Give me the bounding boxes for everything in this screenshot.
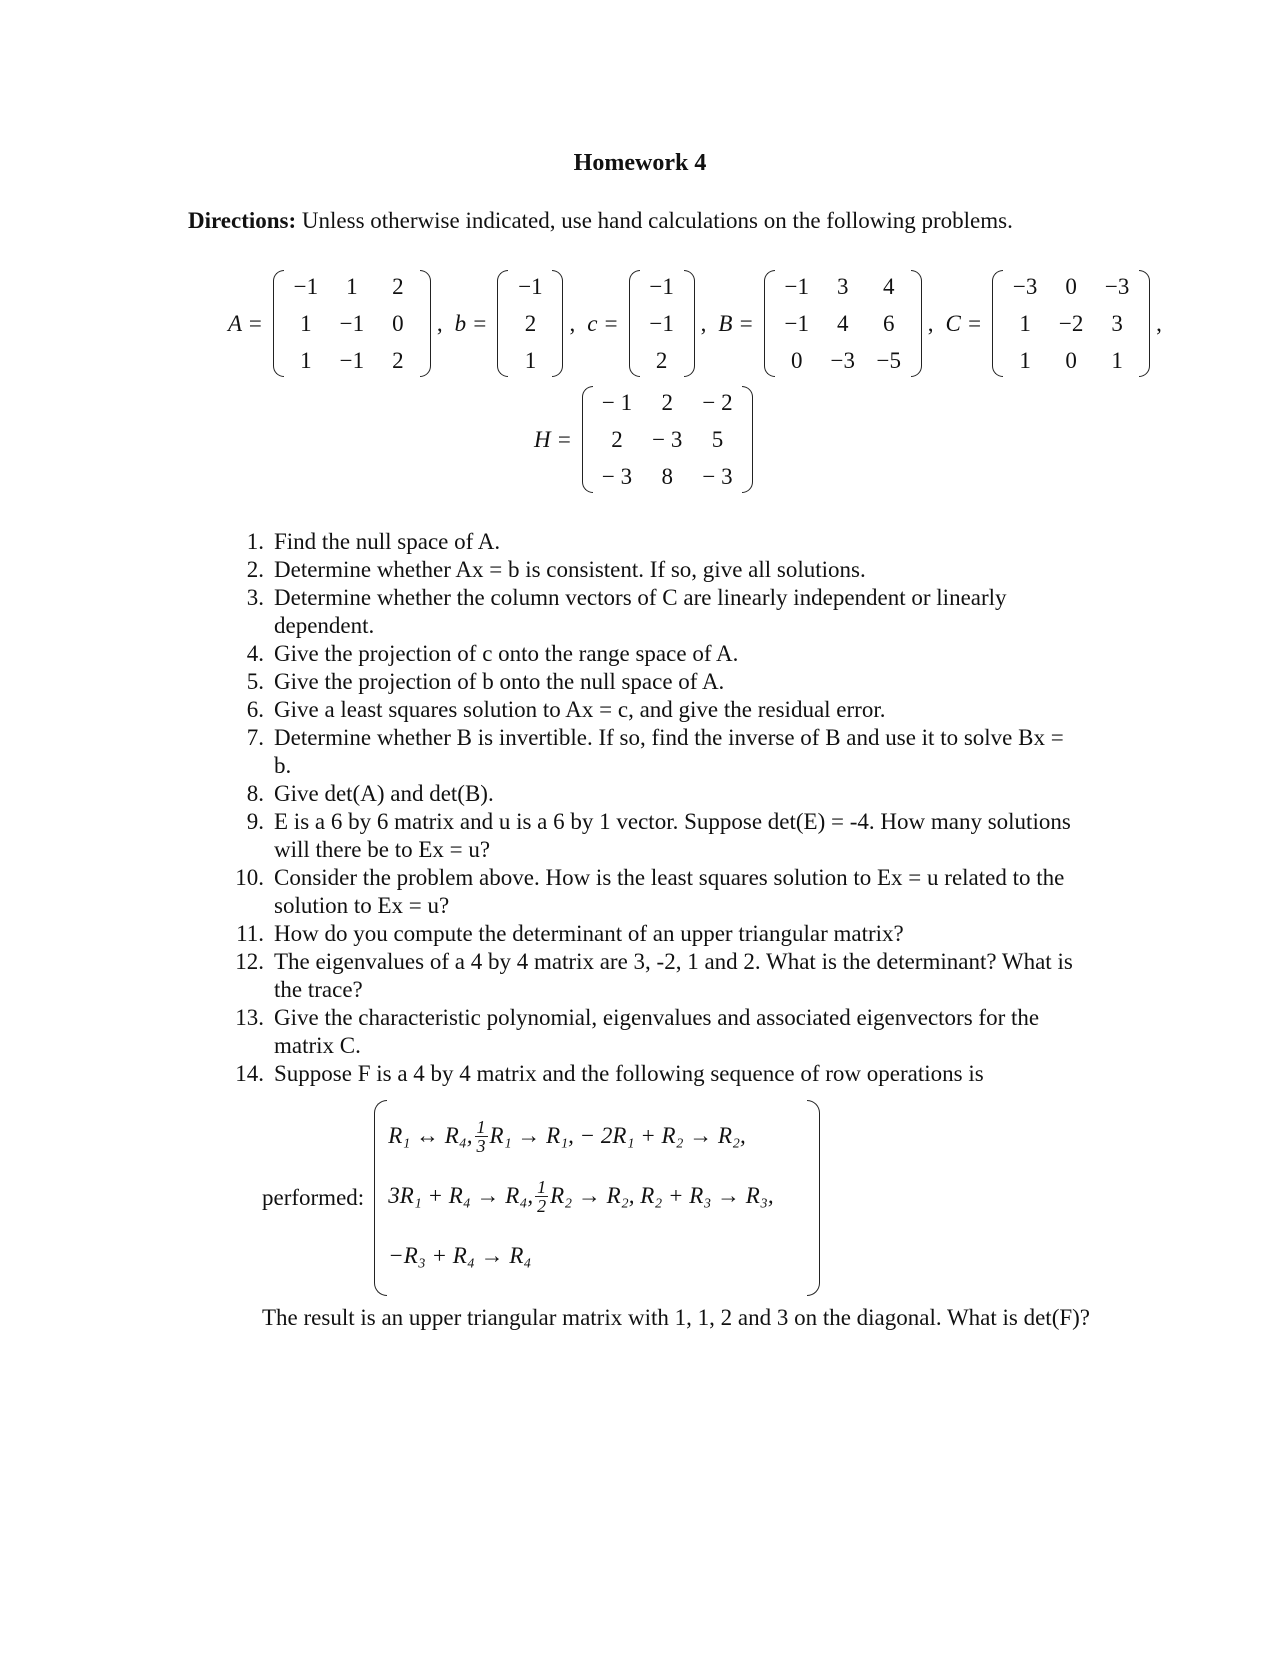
matrix-cell: 4 xyxy=(837,310,849,336)
matrix-cell: 0 xyxy=(1065,273,1077,299)
problem-text: How do you compute the determinant of an upper triangular matrix? xyxy=(274,921,904,946)
matrix-cell: − 1 xyxy=(601,389,633,415)
problem-text: Determine whether B is invertible. If so, find the inverse of B and use it to solve Bx = b. xyxy=(274,725,1064,778)
problem-text: E is a 6 by 6 matrix and u is a 6 by 1 vector. Suppose det(E) = -4. How many solutions will there be to Ex = u? xyxy=(274,809,1071,862)
comma: , xyxy=(700,310,707,336)
list-item xyxy=(224,724,1084,780)
matrix-B-label: B = xyxy=(718,310,754,336)
matrix-cell: 6 xyxy=(883,310,895,336)
matrix-cell: 1 xyxy=(524,347,537,373)
operation-text: R₂ → R₂, R₂ + R₃ → R₃, xyxy=(550,1183,774,1208)
fraction-numerator: 1 xyxy=(537,1176,547,1197)
matrix-cell: −1 xyxy=(293,273,319,299)
list-item xyxy=(224,640,1084,668)
matrix-cell: − 2 xyxy=(702,389,733,415)
row-operations-box xyxy=(374,1100,820,1296)
matrix-cell: 1 xyxy=(300,347,312,373)
performed-label: performed: xyxy=(262,1185,365,1210)
matrix-cell: 3 xyxy=(1111,310,1123,336)
directions xyxy=(188,208,1013,234)
vector-c xyxy=(629,268,695,379)
list-item xyxy=(224,668,1084,696)
matrix-cell: 0 xyxy=(1065,347,1077,373)
matrix-cell: 1 xyxy=(1019,347,1031,373)
list-item xyxy=(224,584,1084,640)
operation-line-2 xyxy=(388,1166,798,1226)
operation-text: R₁ → R₁, − 2R₁ + R₂ → R₂, xyxy=(489,1123,746,1148)
vector-b-label: b = xyxy=(454,310,488,336)
matrix-cell: −3 xyxy=(830,347,855,373)
problem-number: 14. xyxy=(235,1061,264,1086)
matrix-cell: 2 xyxy=(392,273,404,299)
matrix-cell: −1 xyxy=(649,273,674,299)
fraction-denominator: 3 xyxy=(476,1135,486,1156)
matrix-cell: 2 xyxy=(524,310,537,336)
vector-c-label: c = xyxy=(587,310,619,336)
list-item xyxy=(224,780,1084,808)
result-text: The result is an upper triangular matrix with 1, 1, 2 and 3 on the diagonal. What is det(F)? xyxy=(262,1305,1091,1330)
problem-number: 2. xyxy=(246,557,264,582)
list-item xyxy=(224,528,1084,556)
problem-text: The eigenvalues of a 4 by 4 matrix are 3, -2, 1 and 2. What is the determinant? What is the trace? xyxy=(274,949,1073,1002)
problem-text: Consider the problem above. How is the least squares solution to Ex = u related to the solution to Ex = u? xyxy=(274,865,1065,918)
problem-number: 12. xyxy=(235,949,264,974)
matrix-cell: − 3 xyxy=(601,463,633,489)
matrix-definitions xyxy=(228,268,1174,379)
operation-text: R₁ ↔ R₄, xyxy=(388,1123,473,1148)
problem-text: Suppose F is a 4 by 4 matrix and the following sequence of row operations is xyxy=(274,1061,984,1086)
matrix-cell: −1 xyxy=(784,273,809,299)
matrix-cell: 0 xyxy=(392,310,404,336)
problem-text: Give the characteristic polynomial, eigenvalues and associated eigenvectors for the matrix C. xyxy=(274,1005,1040,1058)
comma: , xyxy=(569,310,576,336)
problem-number: 11. xyxy=(236,921,264,946)
matrix-H-definition xyxy=(534,384,757,495)
problem-text: Determine whether the column vectors of C are linearly independent or linearly dependent. xyxy=(274,585,1007,638)
matrix-cell: −1 xyxy=(649,310,674,336)
list-item xyxy=(224,556,1084,584)
problem-number: 9. xyxy=(246,809,264,834)
fraction xyxy=(535,1178,548,1215)
comma: , xyxy=(927,310,934,336)
matrix-A-label: A = xyxy=(228,310,263,336)
matrix-cell: 4 xyxy=(883,273,895,299)
problem-number: 10. xyxy=(235,865,264,890)
matrix-cell: −1 xyxy=(518,273,543,299)
list-item xyxy=(224,1004,1084,1060)
list-item xyxy=(224,808,1084,864)
matrix-cell: −1 xyxy=(784,310,809,336)
problem-text: Give a least squares solution to Ax = c, and give the residual error. xyxy=(274,697,886,722)
directions-label: Directions: xyxy=(188,208,297,233)
problem-text: Give det(A) and det(B). xyxy=(274,781,494,806)
list-item xyxy=(224,864,1084,920)
matrix-cell: 2 xyxy=(661,389,673,415)
row-operations xyxy=(262,1100,820,1296)
directions-text: Unless otherwise indicated, use hand calculations on the following problems. xyxy=(301,208,1013,233)
matrix-C-label: C = xyxy=(945,310,983,336)
matrix-cell: −5 xyxy=(876,347,901,373)
problem-number: 6. xyxy=(246,697,264,722)
page-title: Homework 4 xyxy=(573,150,707,176)
matrix-H xyxy=(582,384,753,495)
comma: , xyxy=(436,310,443,336)
matrix-H-label: H = xyxy=(534,426,572,452)
matrix-cell: 2 xyxy=(655,347,668,373)
problem-text: Find the null space of A. xyxy=(274,529,501,554)
problem-number: 8. xyxy=(246,781,264,806)
fraction xyxy=(475,1118,488,1155)
matrix-cell: 0 xyxy=(791,347,803,373)
matrix-cell: 2 xyxy=(611,426,623,452)
problem-number: 3. xyxy=(246,585,264,610)
operation-line-3 xyxy=(388,1226,798,1286)
fraction-numerator: 1 xyxy=(476,1116,486,1137)
matrix-cell: 1 xyxy=(300,310,312,336)
matrix-cell: − 3 xyxy=(652,426,683,452)
matrix-cell: 2 xyxy=(392,347,404,373)
comma: , xyxy=(1156,310,1162,336)
matrix-cell: 3 xyxy=(837,273,849,299)
matrix-cell: −1 xyxy=(339,347,365,373)
operation-line-1 xyxy=(388,1106,798,1166)
matrix-cell: 1 xyxy=(1111,347,1123,373)
problem-text: Determine whether Ax = b is consistent. If so, give all solutions. xyxy=(274,557,866,582)
list-item xyxy=(224,948,1084,1004)
problem-list xyxy=(224,528,1084,1088)
matrix-cell: 1 xyxy=(346,273,358,299)
matrix-cell: 8 xyxy=(661,463,673,489)
matrix-cell: − 3 xyxy=(702,463,733,489)
matrix-cell: −1 xyxy=(339,310,365,336)
operation-text: −R₃ + R₄ → R₄ xyxy=(388,1243,532,1268)
list-item xyxy=(224,696,1084,724)
vector-b xyxy=(497,268,563,379)
problem-text: Give the projection of b onto the null space of A. xyxy=(274,669,725,694)
operation-text: 3R₁ + R₄ → R₄, xyxy=(388,1183,534,1208)
problem-number: 5. xyxy=(246,669,264,694)
matrix-C xyxy=(992,268,1150,379)
problem-number: 4. xyxy=(246,641,264,666)
matrix-cell: 5 xyxy=(711,426,724,452)
matrix-cell: −3 xyxy=(1104,273,1130,299)
problem-number: 7. xyxy=(246,725,264,750)
matrix-cell: −2 xyxy=(1058,310,1084,336)
matrix-B xyxy=(764,268,922,379)
problem-text: Give the projection of c onto the range space of A. xyxy=(274,641,739,666)
matrix-A xyxy=(273,268,431,379)
problem-number: 1. xyxy=(246,529,264,554)
list-item xyxy=(224,1060,1084,1088)
fraction-denominator: 2 xyxy=(537,1195,547,1216)
matrix-cell: 1 xyxy=(1019,310,1031,336)
list-item xyxy=(224,920,1084,948)
problem-number: 13. xyxy=(235,1005,264,1030)
matrix-cell: −3 xyxy=(1012,273,1038,299)
